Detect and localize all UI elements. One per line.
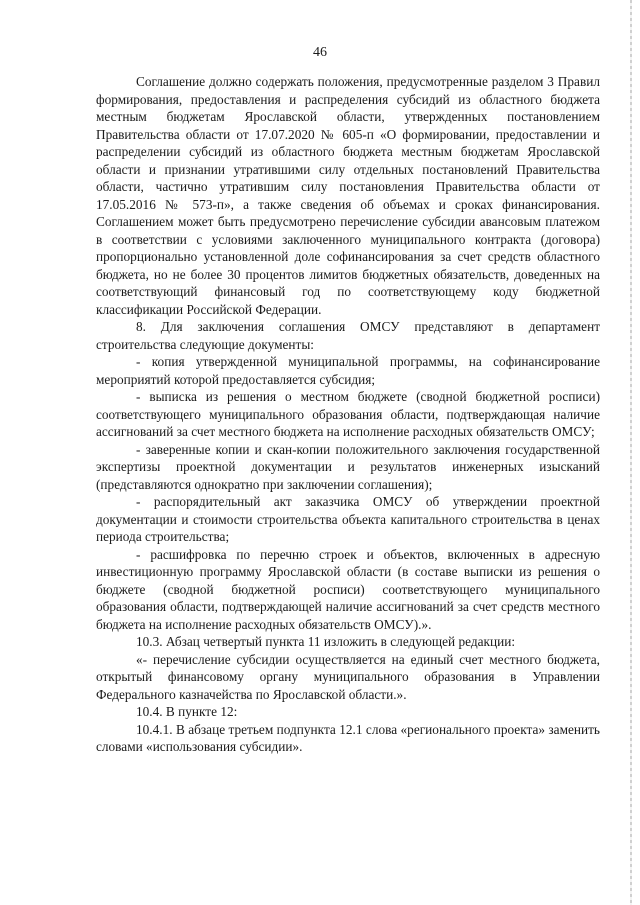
page-number: 46 — [313, 45, 327, 60]
paragraph-10-4: 10.4. В пункте 12: — [136, 704, 238, 719]
list-item-expertise-copies: - заверенные копии и скан-копии положительного заключения государственной экспертизы проектной документации и результатов инженерных изысканий (представляются однократно при заключении соглашения); — [96, 441, 600, 492]
list-item-budget-extract: - выписка из решения о местном бюджете (сводной бюджетной росписи) соответствующего муниципального образования области, подтверждающая наличие ассигнований за счет местного бюджета на исполнение расходных обязательств ОМСУ; — [96, 389, 600, 439]
list-item-object-breakdown: - расшифровка по перечню строек и объектов, включенных в адресную инвестиционную программу Ярославской области (в составе выписки из решения о бюджете (сводной бюджетной росписи) соответствующего муниципального образования области, подтверждающей наличие ассигнований за счет средств местного бюджета на исполнение расходных обязательств ОМСУ).». — [96, 546, 600, 632]
paragraph-item-8: 8. Для заключения соглашения ОМСУ представляют в департамент строительства следующие документы: — [96, 319, 600, 352]
scan-edge-decoration — [630, 0, 632, 905]
paragraph-agreement-provisions: Соглашение должно содержать положения, предусмотренные разделом 3 Правил формирования, предоставления и распределения субсидий из областного бюджета местным бюджетам Ярославской области, утвержденных постановлением Правительства области от 17.07.2020 № 605-п «О формировании, предоставлении и распределении субсидий из областного бюджета местным бюджетам Ярославской области и признании утратившими силу отдельных постановлений Правительства области, частично утратившим силу постановления Правительства области от 17.05.2016 № 573-п», а также сведения об объемах и сроках финансирования. Соглашением может быть предусмотрено перечисление субсидии авансовым платежом в соответствии с условиями заключенного муниципального контракта (договора) пропорционально установленной доле софинансирования за счет средств областного бюджета, но не более 30 процентов лимитов бюджетных обязательств, доведенных на соответствующий финансовый год по соответствующему коду бюджетной классификации Российской Федерации. — [96, 74, 600, 317]
list-item-customer-act: - распорядительный акт заказчика ОМСУ об утверждении проектной документации и стоимости строительства объекта капитального строительства в ценах периода строительства; — [96, 494, 600, 544]
paragraph-10-4-1: 10.4.1. В абзаце третьем подпункта 12.1 слова «регионального проекта» заменить словами «использования субсидии». — [96, 721, 600, 754]
paragraph-10-3: 10.3. Абзац четвертый пункта 11 изложить в следующей редакции: — [136, 634, 516, 649]
document-body — [96, 73, 600, 756]
list-item-program-copy: - копия утвержденной муниципальной программы, на софинансирование мероприятий которой предоставляется субсидия; — [96, 354, 600, 387]
paragraph-10-3-quote: «- перечисление субсидии осуществляется на единый счет местного бюджета, открытый финансовому органу муниципального образования в Управлении Федерального казначейства по Ярославской области.». — [96, 651, 600, 702]
